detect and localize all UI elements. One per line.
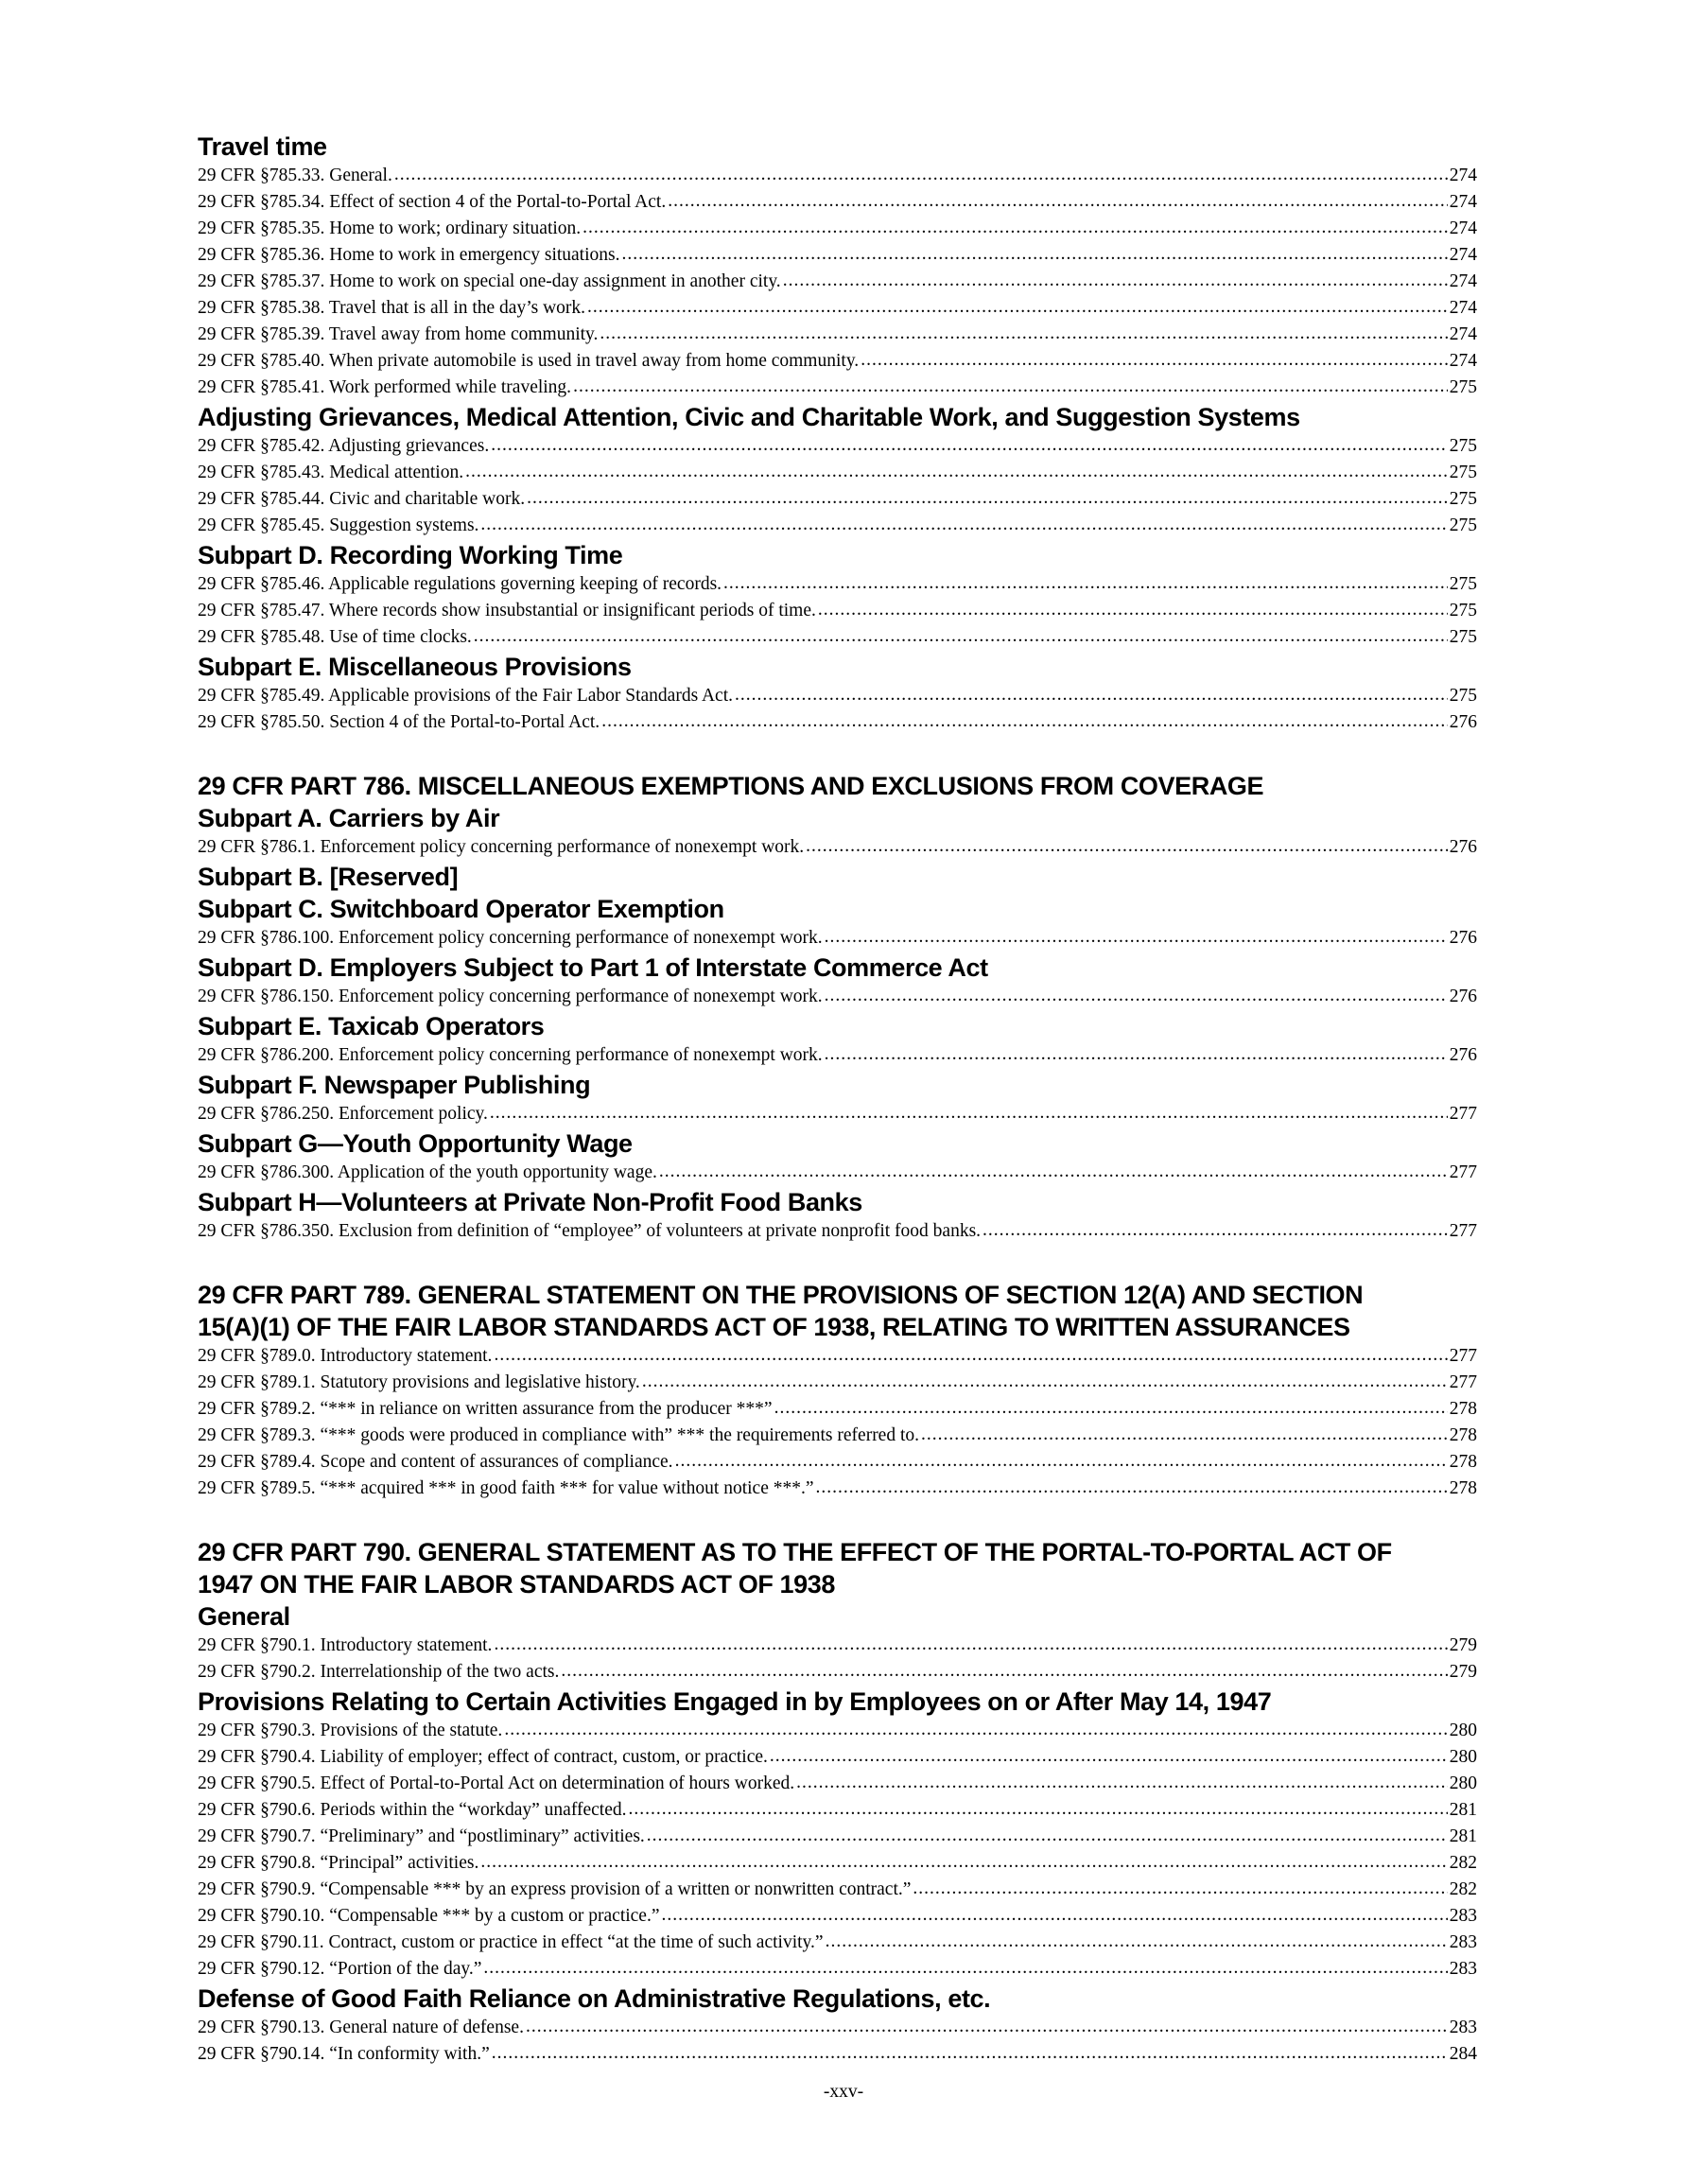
dot-leader bbox=[806, 834, 1448, 860]
toc-part bbox=[198, 1536, 1477, 2068]
entry-page-number: 278 bbox=[1449, 1452, 1477, 1472]
dot-leader bbox=[480, 1850, 1447, 1876]
dot-leader bbox=[826, 1930, 1448, 1955]
entry-label: 29 CFR §785.42. Adjusting grievances. bbox=[198, 436, 490, 456]
entry-page-number: 275 bbox=[1449, 463, 1477, 482]
toc-entry bbox=[198, 1101, 1477, 1127]
part-title-line: 29 CFR PART 790. GENERAL STATEMENT AS TO THE EFFECT OF THE PORTAL-TO-PORTAL ACT OF bbox=[198, 1538, 1392, 1566]
section-heading: Subpart D. Employers Subject to Part 1 of Interstate Commerce Act bbox=[198, 953, 988, 982]
section-heading: Subpart C. Switchboard Operator Exemption bbox=[198, 895, 724, 923]
dot-leader bbox=[601, 709, 1448, 735]
toc-entry bbox=[198, 242, 1477, 269]
part-title-line: 29 CFR PART 789. GENERAL STATEMENT ON THE PROVISIONS OF SECTION 12(A) AND SECTION bbox=[198, 1281, 1364, 1309]
entry-page-number: 275 bbox=[1449, 686, 1477, 706]
dot-leader bbox=[647, 1824, 1448, 1849]
entry-label: 29 CFR §785.35. Home to work; ordinary situation. bbox=[198, 218, 582, 238]
entry-label: 29 CFR §790.9. “Compensable *** by an express provision of a written or nonwritten contract.” bbox=[198, 1879, 912, 1899]
toc-entry bbox=[198, 433, 1477, 460]
entry-label: 29 CFR §786.1. Enforcement policy concerning performance of nonexempt work. bbox=[198, 837, 805, 857]
toc-entry bbox=[198, 322, 1477, 348]
entry-label: 29 CFR §789.5. “*** acquired *** in good faith *** for value without notice ***.” bbox=[198, 1478, 814, 1498]
entry-page-number: 283 bbox=[1449, 1906, 1477, 1926]
section-heading: Adjusting Grievances, Medical Attention, Civic and Charitable Work, and Suggestion Systems bbox=[198, 403, 1300, 431]
section-heading: Provisions Relating to Certain Activities Engaged in by Employees on or After May 14, 1947 bbox=[198, 1687, 1272, 1716]
dot-leader bbox=[583, 216, 1448, 241]
toc-entry bbox=[198, 1930, 1477, 1956]
entry-label: 29 CFR §790.11. Contract, custom or practice in effect “at the time of such activity.” bbox=[198, 1932, 824, 1952]
entry-label: 29 CFR §790.7. “Preliminary” and “postliminary” activities. bbox=[198, 1826, 645, 1846]
dot-leader bbox=[774, 1396, 1448, 1422]
entry-label: 29 CFR §786.200. Enforcement policy concerning performance of nonexempt work. bbox=[198, 1045, 823, 1065]
dot-leader bbox=[668, 189, 1448, 215]
toc-entry bbox=[198, 1476, 1477, 1502]
dot-leader bbox=[526, 2015, 1448, 2040]
entry-page-number: 274 bbox=[1449, 351, 1477, 371]
entry-page-number: 277 bbox=[1449, 1372, 1477, 1392]
entry-label: 29 CFR §790.8. “Principal” activities. bbox=[198, 1853, 479, 1873]
page-number: -xxv- bbox=[823, 2082, 864, 2102]
toc-entry bbox=[198, 2041, 1477, 2068]
dot-leader bbox=[913, 1877, 1447, 1902]
section-heading: Subpart F. Newspaper Publishing bbox=[198, 1071, 591, 1099]
dot-leader bbox=[494, 1633, 1447, 1658]
part-title-line: 1947 ON THE FAIR LABOR STANDARDS ACT OF 1938 bbox=[198, 1570, 836, 1599]
dot-leader bbox=[561, 1659, 1447, 1685]
entry-page-number: 274 bbox=[1449, 324, 1477, 344]
entry-label: 29 CFR §789.0. Introductory statement. bbox=[198, 1346, 493, 1366]
entry-page-number: 282 bbox=[1449, 1853, 1477, 1873]
toc-entry bbox=[198, 1771, 1477, 1797]
toc-entry bbox=[198, 1797, 1477, 1824]
entry-label: 29 CFR §785.33. General. bbox=[198, 166, 392, 185]
entry-page-number: 276 bbox=[1449, 987, 1477, 1006]
toc-entry bbox=[198, 984, 1477, 1010]
dot-leader bbox=[770, 1744, 1448, 1770]
entry-label: 29 CFR §789.1. Statutory provisions and legislative history. bbox=[198, 1372, 640, 1392]
entry-page-number: 274 bbox=[1449, 218, 1477, 238]
entry-page-number: 275 bbox=[1449, 489, 1477, 509]
toc-entry bbox=[198, 1744, 1477, 1771]
dot-leader bbox=[494, 1343, 1447, 1369]
toc-entry bbox=[198, 1370, 1477, 1396]
toc-entry bbox=[198, 216, 1477, 242]
dot-leader bbox=[492, 2041, 1448, 2067]
entry-page-number: 282 bbox=[1449, 1879, 1477, 1899]
dot-leader bbox=[662, 1903, 1448, 1929]
toc-entry bbox=[198, 683, 1477, 709]
toc-entry bbox=[198, 460, 1477, 486]
entry-page-number: 276 bbox=[1449, 1045, 1477, 1065]
entry-page-number: 279 bbox=[1449, 1635, 1477, 1655]
dot-leader bbox=[394, 163, 1448, 188]
entry-page-number: 275 bbox=[1449, 436, 1477, 456]
entry-page-number: 278 bbox=[1449, 1425, 1477, 1445]
entry-label: 29 CFR §790.14. “In conformity with.” bbox=[198, 2044, 490, 2064]
entry-label: 29 CFR §785.43. Medical attention. bbox=[198, 463, 464, 482]
toc-entry bbox=[198, 269, 1477, 295]
dot-leader bbox=[483, 1956, 1447, 1982]
entry-label: 29 CFR §785.41. Work performed while traveling. bbox=[198, 377, 572, 397]
section-heading: Subpart G—Youth Opportunity Wage bbox=[198, 1129, 633, 1158]
section-heading: Subpart A. Carriers by Air bbox=[198, 804, 500, 832]
dot-leader bbox=[816, 1476, 1448, 1501]
toc-entry bbox=[198, 1718, 1477, 1744]
toc-entry bbox=[198, 1659, 1477, 1686]
toc-entry bbox=[198, 925, 1477, 952]
entry-label: 29 CFR §790.4. Liability of employer; effect of contract, custom, or practice. bbox=[198, 1747, 768, 1767]
toc-entry bbox=[198, 571, 1477, 598]
entry-label: 29 CFR §789.4. Scope and content of assurances of compliance. bbox=[198, 1452, 673, 1472]
entry-label: 29 CFR §789.3. “*** goods were produced in compliance with” *** the requirements referred to. bbox=[198, 1425, 920, 1445]
entry-label: 29 CFR §790.1. Introductory statement. bbox=[198, 1635, 493, 1655]
entry-page-number: 274 bbox=[1449, 245, 1477, 265]
toc-entry bbox=[198, 1877, 1477, 1903]
toc-part bbox=[198, 770, 1477, 1245]
entry-label: 29 CFR §785.47. Where records show insubstantial or insignificant periods of time. bbox=[198, 601, 816, 620]
entry-label: 29 CFR §785.38. Travel that is all in the day’s work. bbox=[198, 298, 586, 318]
entry-label: 29 CFR §785.44. Civic and charitable work. bbox=[198, 489, 526, 509]
entry-page-number: 276 bbox=[1449, 928, 1477, 948]
entry-page-number: 277 bbox=[1449, 1104, 1477, 1124]
dot-leader bbox=[527, 486, 1448, 512]
dot-leader bbox=[735, 683, 1448, 708]
dot-leader bbox=[490, 1101, 1448, 1127]
dot-leader bbox=[480, 513, 1447, 538]
section-heading: Subpart H—Volunteers at Private Non-Profit Food Banks bbox=[198, 1188, 862, 1216]
entry-label: 29 CFR §790.10. “Compensable *** by a custom or practice.” bbox=[198, 1906, 660, 1926]
toc-entry bbox=[198, 1396, 1477, 1423]
dot-leader bbox=[600, 322, 1447, 347]
entry-label: 29 CFR §786.300. Application of the youth opportunity wage. bbox=[198, 1162, 657, 1182]
entry-page-number: 283 bbox=[1449, 2018, 1477, 2037]
toc-entry bbox=[198, 1423, 1477, 1449]
dot-leader bbox=[474, 624, 1448, 650]
toc-entry bbox=[198, 486, 1477, 513]
entry-page-number: 278 bbox=[1449, 1399, 1477, 1419]
dot-leader bbox=[783, 269, 1448, 294]
dot-leader bbox=[825, 984, 1448, 1009]
dot-leader bbox=[921, 1423, 1448, 1448]
entry-page-number: 277 bbox=[1449, 1221, 1477, 1241]
entry-page-number: 277 bbox=[1449, 1162, 1477, 1182]
entry-label: 29 CFR §785.40. When private automobile is used in travel away from home community. bbox=[198, 351, 860, 371]
toc-entry bbox=[198, 1850, 1477, 1877]
section-heading: Travel time bbox=[198, 132, 327, 161]
entry-page-number: 274 bbox=[1449, 298, 1477, 318]
table-of-contents bbox=[198, 131, 1477, 2068]
part-title: 29 CFR PART 786. MISCELLANEOUS EXEMPTIONS AND EXCLUSIONS FROM COVERAGE bbox=[198, 772, 1264, 800]
toc-entry bbox=[198, 1824, 1477, 1850]
toc-entry bbox=[198, 1903, 1477, 1930]
entry-label: 29 CFR §790.5. Effect of Portal-to-Portal Act on determination of hours worked. bbox=[198, 1773, 795, 1793]
entry-page-number: 284 bbox=[1449, 2044, 1477, 2064]
toc-entry bbox=[198, 163, 1477, 189]
toc-entry bbox=[198, 1633, 1477, 1659]
entry-page-number: 275 bbox=[1449, 601, 1477, 620]
toc-entry bbox=[198, 624, 1477, 651]
entry-label: 29 CFR §785.46. Applicable regulations governing keeping of records. bbox=[198, 574, 722, 594]
entry-page-number: 275 bbox=[1449, 627, 1477, 647]
dot-leader bbox=[491, 433, 1448, 459]
toc-entry bbox=[198, 1218, 1477, 1245]
dot-leader bbox=[796, 1771, 1448, 1796]
dot-leader bbox=[983, 1218, 1448, 1244]
section-heading: Subpart E. Miscellaneous Provisions bbox=[198, 653, 632, 681]
dot-leader bbox=[818, 598, 1448, 623]
toc-entry bbox=[198, 1343, 1477, 1370]
entry-label: 29 CFR §790.13. General nature of defense. bbox=[198, 2018, 524, 2037]
toc-part bbox=[198, 131, 1477, 736]
entry-label: 29 CFR §790.3. Provisions of the statute. bbox=[198, 1721, 503, 1740]
entry-page-number: 278 bbox=[1449, 1478, 1477, 1498]
toc-entry bbox=[198, 1449, 1477, 1476]
entry-page-number: 275 bbox=[1449, 377, 1477, 397]
toc-entry bbox=[198, 2015, 1477, 2041]
toc-part bbox=[198, 1279, 1477, 1502]
part-title-line: 15(A)(1) OF THE FAIR LABOR STANDARDS ACT OF 1938, RELATING TO WRITTEN ASSURANCES bbox=[198, 1313, 1350, 1341]
dot-leader bbox=[621, 242, 1447, 268]
toc-entry bbox=[198, 834, 1477, 861]
section-heading: Subpart E. Taxicab Operators bbox=[198, 1012, 545, 1040]
toc-entry bbox=[198, 598, 1477, 624]
entry-label: 29 CFR §785.50. Section 4 of the Portal-to-Portal Act. bbox=[198, 712, 600, 732]
toc-entry bbox=[198, 1042, 1477, 1069]
dot-leader bbox=[573, 375, 1448, 400]
entry-page-number: 283 bbox=[1449, 1959, 1477, 1979]
dot-leader bbox=[825, 1042, 1448, 1068]
dot-leader bbox=[723, 571, 1448, 597]
toc-entry bbox=[198, 295, 1477, 322]
toc-entry bbox=[198, 1956, 1477, 1983]
entry-page-number: 280 bbox=[1449, 1747, 1477, 1767]
toc-entry bbox=[198, 709, 1477, 736]
entry-page-number: 274 bbox=[1449, 192, 1477, 212]
entry-page-number: 276 bbox=[1449, 712, 1477, 732]
dot-leader bbox=[504, 1718, 1447, 1743]
dot-leader bbox=[675, 1449, 1448, 1475]
entry-label: 29 CFR §785.48. Use of time clocks. bbox=[198, 627, 472, 647]
dot-leader bbox=[825, 925, 1448, 951]
entry-label: 29 CFR §786.250. Enforcement policy. bbox=[198, 1104, 488, 1124]
entry-label: 29 CFR §790.2. Interrelationship of the two acts. bbox=[198, 1662, 560, 1682]
entry-page-number: 283 bbox=[1449, 1932, 1477, 1952]
toc-entry bbox=[198, 189, 1477, 216]
entry-label: 29 CFR §785.34. Effect of section 4 of the Portal-to-Portal Act. bbox=[198, 192, 667, 212]
dot-leader bbox=[628, 1797, 1447, 1823]
entry-label: 29 CFR §790.12. “Portion of the day.” bbox=[198, 1959, 482, 1979]
entry-label: 29 CFR §785.37. Home to work on special one-day assignment in another city. bbox=[198, 271, 781, 291]
entry-page-number: 281 bbox=[1449, 1826, 1477, 1846]
entry-page-number: 280 bbox=[1449, 1773, 1477, 1793]
entry-label: 29 CFR §785.49. Applicable provisions of the Fair Labor Standards Act. bbox=[198, 686, 733, 706]
entry-page-number: 274 bbox=[1449, 166, 1477, 185]
toc-entry bbox=[198, 1160, 1477, 1186]
entry-label: 29 CFR §790.6. Periods within the “workday” unaffected. bbox=[198, 1800, 627, 1820]
entry-page-number: 274 bbox=[1449, 271, 1477, 291]
entry-page-number: 275 bbox=[1449, 515, 1477, 535]
entry-label: 29 CFR §786.100. Enforcement policy concerning performance of nonexempt work. bbox=[198, 928, 823, 948]
entry-label: 29 CFR §785.45. Suggestion systems. bbox=[198, 515, 479, 535]
dot-leader bbox=[659, 1160, 1448, 1185]
entry-page-number: 275 bbox=[1449, 574, 1477, 594]
entry-label: 29 CFR §785.39. Travel away from home community. bbox=[198, 324, 599, 344]
dot-leader bbox=[642, 1370, 1448, 1395]
entry-label: 29 CFR §786.350. Exclusion from definition of “employee” of volunteers at private nonprofit food banks. bbox=[198, 1221, 982, 1241]
section-heading: General bbox=[198, 1602, 290, 1631]
entry-page-number: 281 bbox=[1449, 1800, 1477, 1820]
toc-entry bbox=[198, 375, 1477, 401]
entry-label: 29 CFR §789.2. “*** in reliance on written assurance from the producer ***” bbox=[198, 1399, 773, 1419]
dot-leader bbox=[587, 295, 1448, 321]
toc-entry bbox=[198, 348, 1477, 375]
section-heading: Subpart D. Recording Working Time bbox=[198, 541, 623, 569]
section-heading: Defense of Good Faith Reliance on Administrative Regulations, etc. bbox=[198, 1984, 991, 2013]
entry-page-number: 280 bbox=[1449, 1721, 1477, 1740]
dot-leader bbox=[861, 348, 1448, 374]
entry-page-number: 276 bbox=[1449, 837, 1477, 857]
entry-page-number: 277 bbox=[1449, 1346, 1477, 1366]
entry-page-number: 279 bbox=[1449, 1662, 1477, 1682]
section-heading: Subpart B. [Reserved] bbox=[198, 863, 459, 891]
dot-leader bbox=[465, 460, 1448, 485]
toc-entry bbox=[198, 513, 1477, 539]
entry-label: 29 CFR §786.150. Enforcement policy concerning performance of nonexempt work. bbox=[198, 987, 823, 1006]
entry-label: 29 CFR §785.36. Home to work in emergency situations. bbox=[198, 245, 620, 265]
